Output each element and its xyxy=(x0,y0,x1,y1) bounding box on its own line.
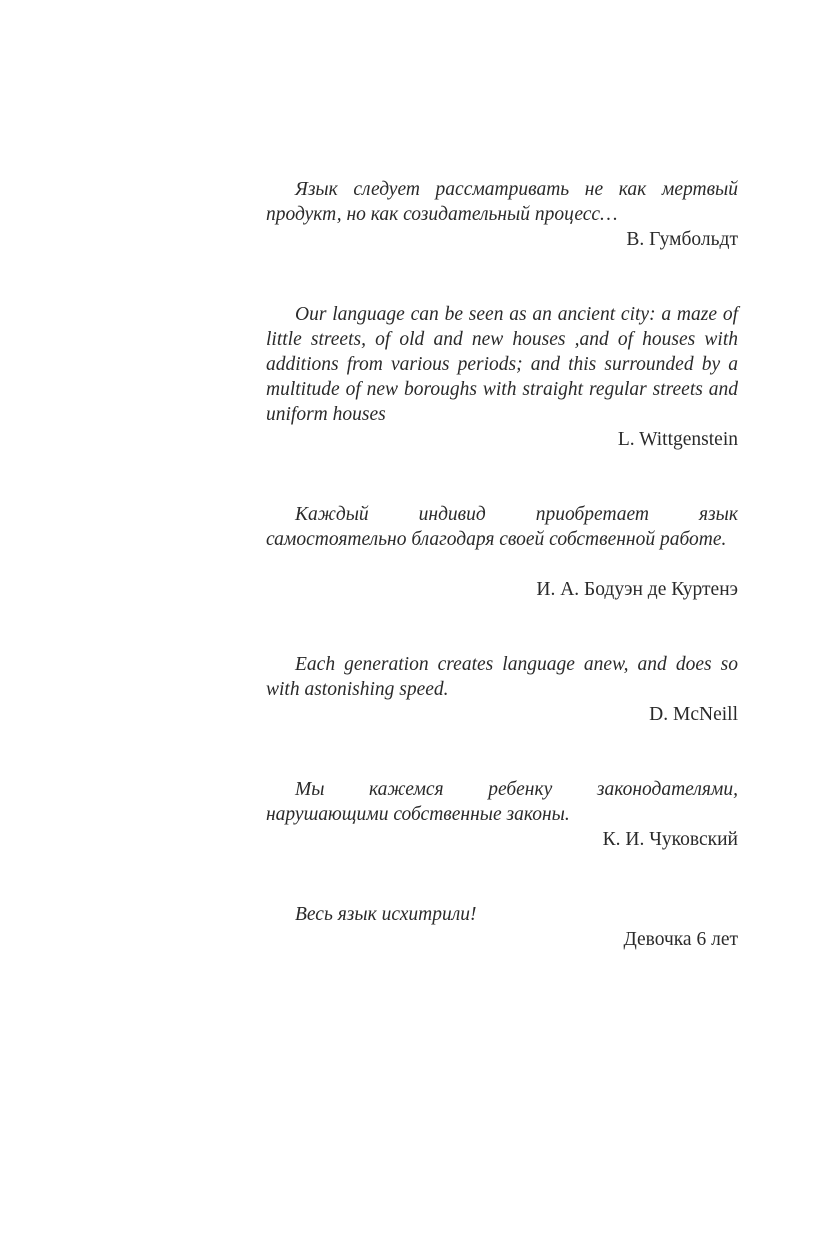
epigraph-baudouin xyxy=(266,502,738,602)
epigraph-girl xyxy=(266,902,738,952)
epigraph-author: К. И. Чуковский xyxy=(602,829,738,850)
epigraph-wittgenstein xyxy=(266,302,738,452)
epigraph-author: Девочка 6 лет xyxy=(623,929,738,950)
epigraph-quote: Каждый индивид приобретает язык самостоятельно благодаря своей собственной работе. xyxy=(266,504,738,550)
epigraph-humboldt xyxy=(266,177,738,252)
epigraph-quote: Мы кажемся ребенку законодателями, нарушающими собственные законы. xyxy=(266,779,738,825)
epigraph-author: D. McNeill xyxy=(649,704,738,725)
epigraph-author: В. Гумбольдт xyxy=(626,229,738,250)
epigraph-mcneill xyxy=(266,652,738,727)
epigraph-author: И. А. Бодуэн де Куртенэ xyxy=(536,579,738,600)
epigraph-quote: Язык следует рассматривать не как мертвый продукт, но как созидательный процесс… xyxy=(266,179,738,225)
epigraph-chukovsky xyxy=(266,777,738,852)
epigraph-quote: Each generation creates language anew, and does so with astonishing speed. xyxy=(266,654,738,700)
epigraph-quote: Весь язык исхитрили! xyxy=(295,904,477,925)
epigraph-quote: Our language can be seen as an ancient city: a maze of little streets, of old and new houses ,and of houses with additions from various periods; and this surrounded by a multitude of new boroughs with straight regular streets and uniform houses xyxy=(266,304,738,425)
epigraph-author: L. Wittgenstein xyxy=(617,429,738,450)
